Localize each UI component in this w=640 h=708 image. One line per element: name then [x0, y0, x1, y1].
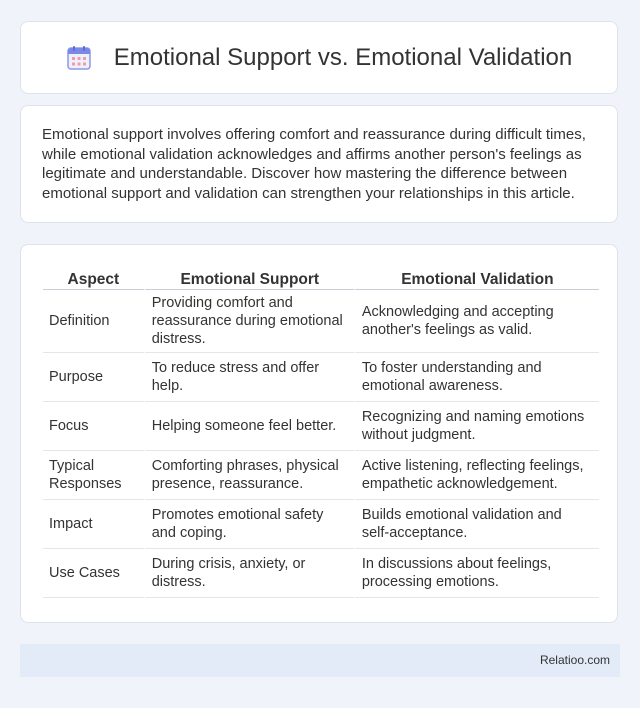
cell-validation: Acknowledging and accepting another's feelings as valid.: [354, 290, 599, 353]
header-emotional-support: Emotional Support: [144, 265, 354, 290]
cell-aspect: Definition: [43, 290, 144, 353]
cell-aspect: Purpose: [43, 353, 144, 402]
title-row: [21, 22, 617, 93]
table-row: [43, 451, 599, 500]
cell-support: Promotes emotional safety and coping.: [144, 500, 354, 549]
cell-aspect: Typical Responses: [43, 451, 144, 500]
intro-card: [20, 105, 618, 223]
table-row: [43, 353, 599, 402]
cell-validation: Active listening, reflecting feelings, empathetic acknowledgement.: [354, 451, 599, 500]
cell-aspect: Focus: [43, 402, 144, 451]
cell-support: Helping someone feel better.: [144, 402, 354, 451]
cell-validation: To foster understanding and emotional awareness.: [354, 353, 599, 402]
cell-validation: Builds emotional validation and self-acceptance.: [354, 500, 599, 549]
header-aspect: Aspect: [43, 265, 144, 290]
table-header-row: [43, 265, 599, 290]
cell-validation: In discussions about feelings, processing emotions.: [354, 549, 599, 598]
cell-support: To reduce stress and offer help.: [144, 353, 354, 402]
page-title: Emotional Support vs. Emotional Validation: [113, 43, 573, 71]
cell-support: Providing comfort and reassurance during emotional distress.: [144, 290, 354, 353]
comparison-table-card: [20, 244, 618, 623]
footer-bar: [20, 644, 620, 677]
header-emotional-validation: Emotional Validation: [354, 265, 599, 290]
cell-validation: Recognizing and naming emotions without judgment.: [354, 402, 599, 451]
cell-support: Comforting phrases, physical presence, reassurance.: [144, 451, 354, 500]
table-row: [43, 549, 599, 598]
table-row: [43, 290, 599, 353]
table-row: [43, 402, 599, 451]
intro-paragraph: Emotional support involves offering comfort and reassurance during difficult times, while emotional validation acknowledges and affirms another person's feelings as legitimate and understandable. Discover how mastering the difference between emotional support and validation can strengthen your relationships in this article.: [42, 126, 586, 202]
calendar-icon: [66, 45, 92, 71]
title-card: [20, 21, 618, 94]
table-row: [43, 500, 599, 549]
comparison-table: [43, 265, 599, 598]
cell-aspect: Impact: [43, 500, 144, 549]
footer-brand[interactable]: Relatioo.com: [539, 653, 610, 667]
cell-support: During crisis, anxiety, or distress.: [144, 549, 354, 598]
cell-aspect: Use Cases: [43, 549, 144, 598]
